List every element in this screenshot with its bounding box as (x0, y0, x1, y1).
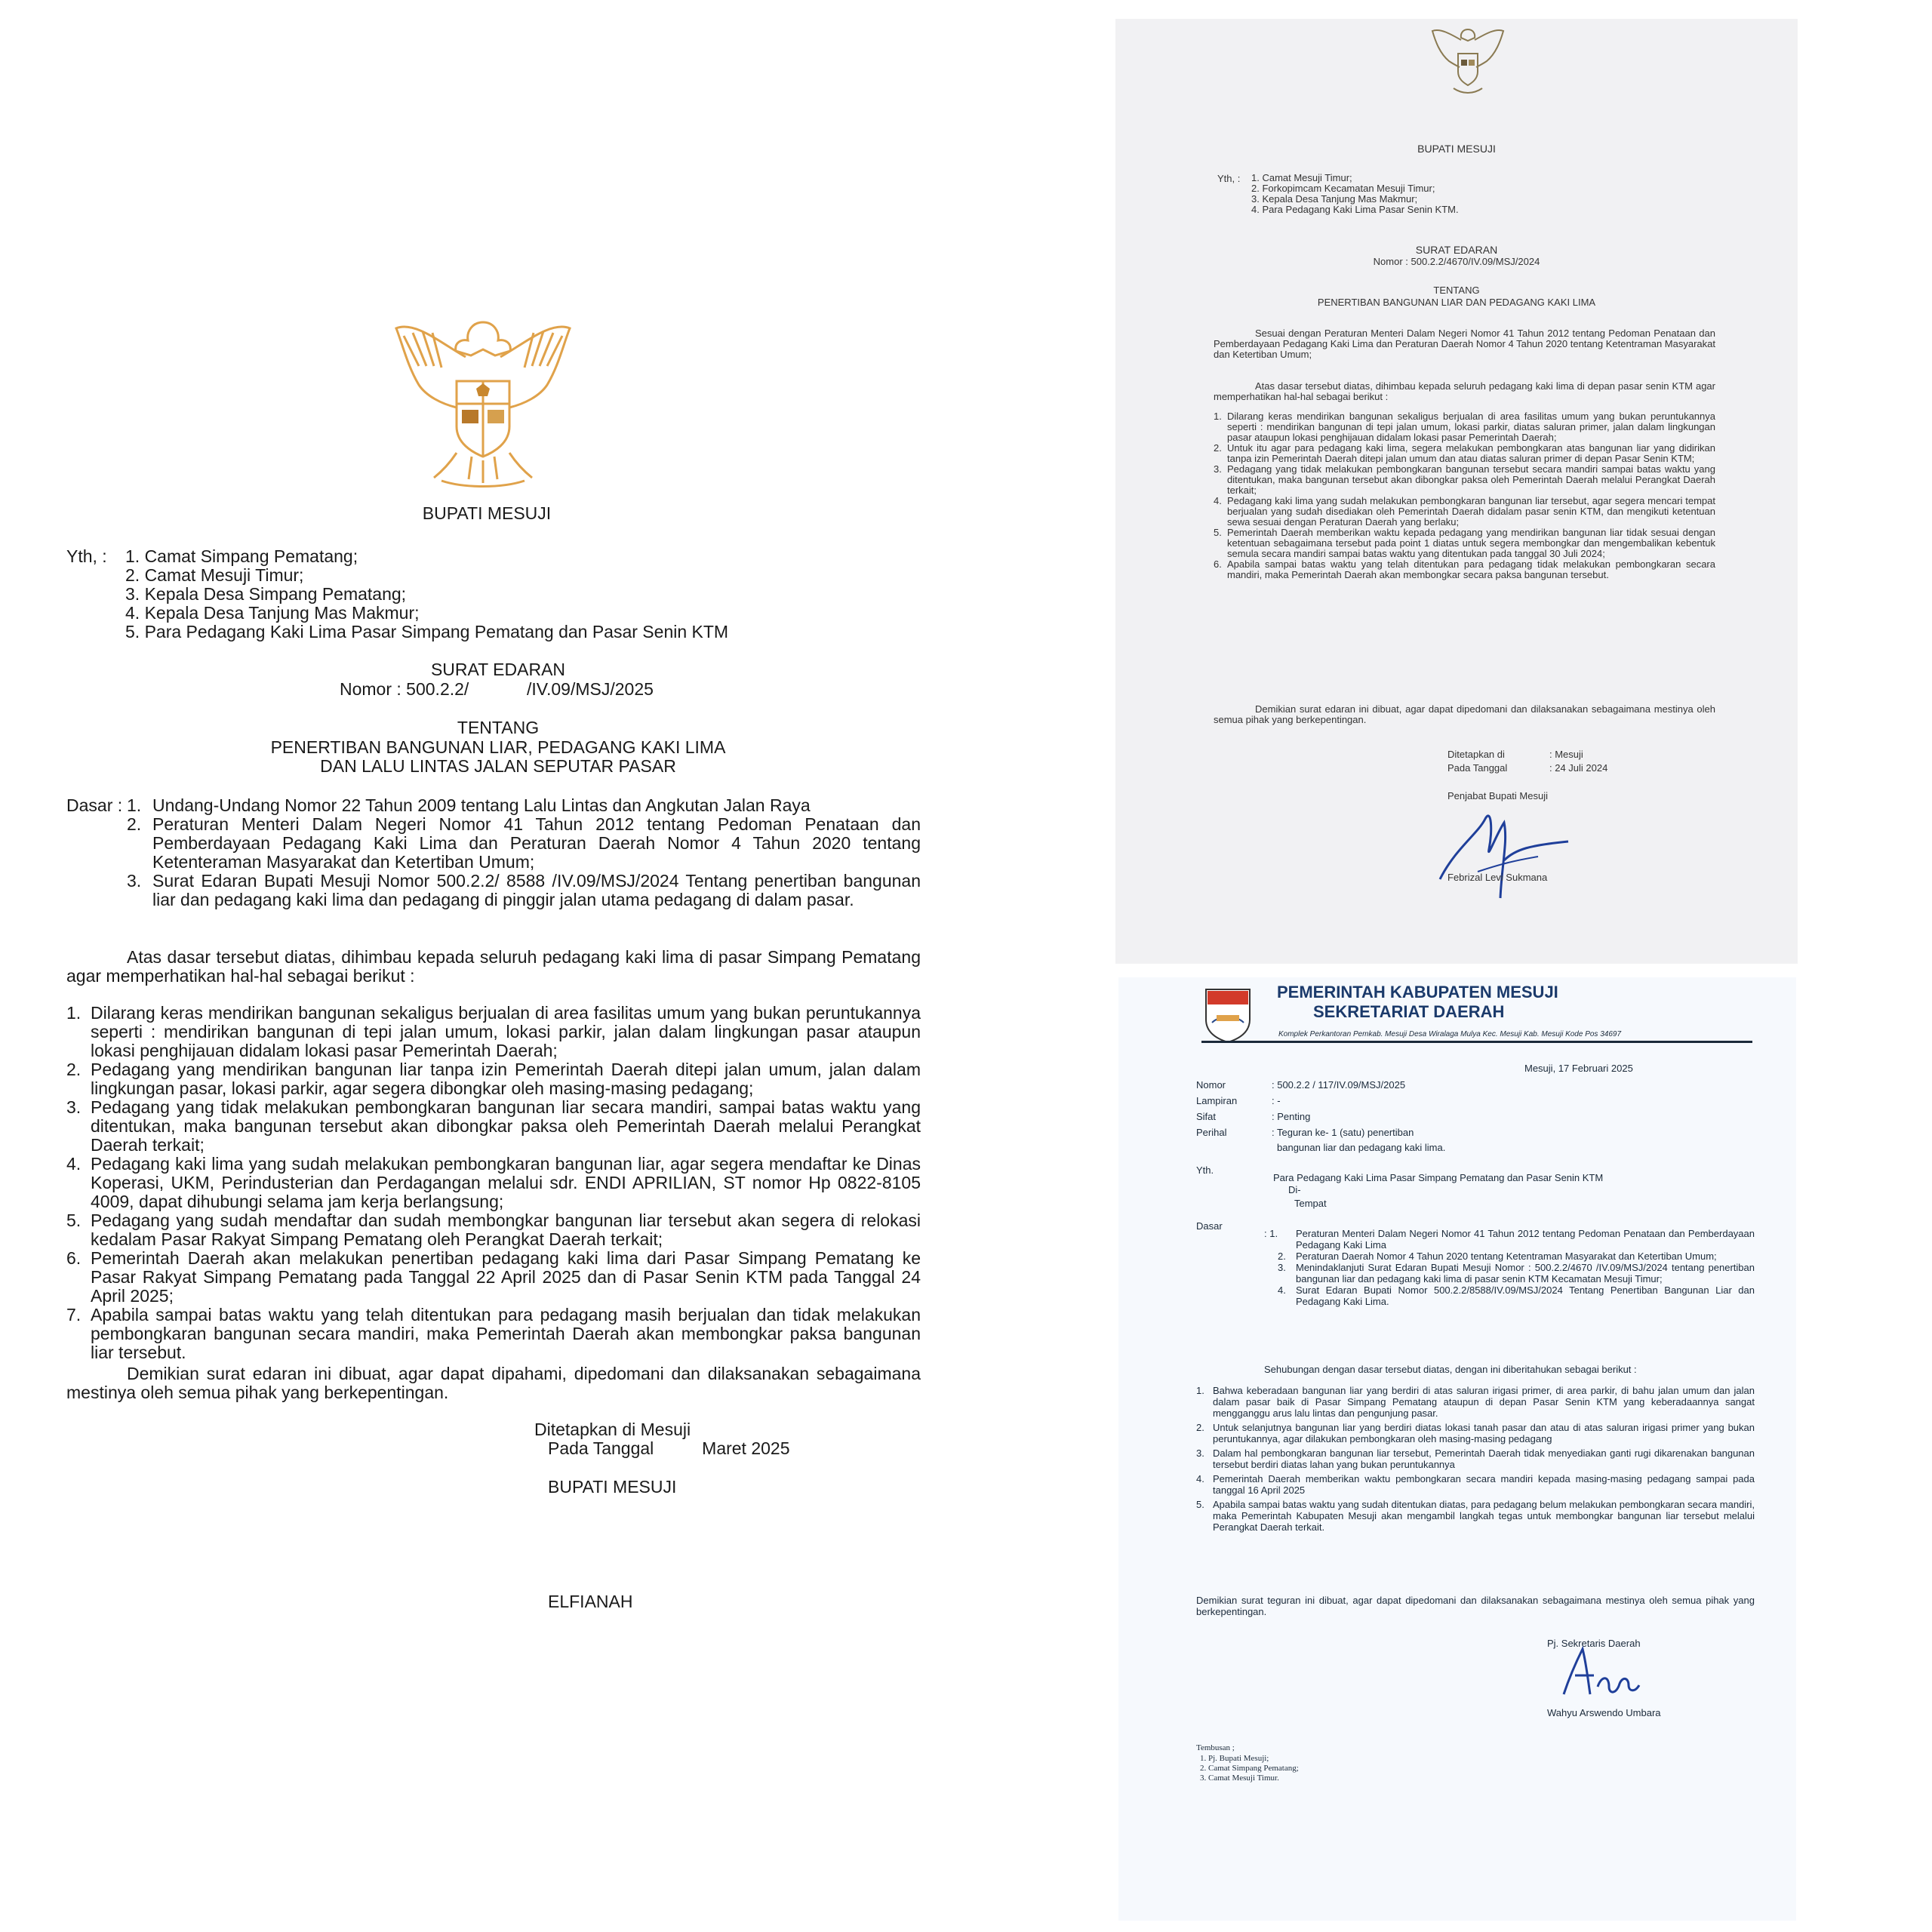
dasar-item: 2. Peraturan Daerah Nomor 4 Tahun 2020 tentang Ketentraman Masyarakat dan Ketertiban Umum; (1278, 1251, 1717, 1262)
point-item: 4. Pedagang kaki lima yang sudah melakukan pembongkaran bangunan liar, agar segera mendaftar ke Dinas Koperasi, UKM, Perindusterian dan Perdagangan melalui sdr. ENDI APRILIAN, ST nomor Hp 0822-8105 4009, dapat dihubungi selama jam kerja berlangsung; (66, 1154, 921, 1211)
meta-row: Nomor : 500.2.2 / 117/IV.09/MSJ/2025 (1196, 1079, 1406, 1091)
point-item: 1. Dilarang keras mendirikan bangunan sekaligus berjualan di area fasilitas umum yang bukan peruntukannya seperti : mendirikan bangunan di tepi jalan umum, lokasi parkir, jalan dalam lingkungan pasar ataupun lokasi penghijauan didalam lokasi pasar Pemerintah Daerah; (66, 1003, 921, 1060)
point-item: 5. Pedagang yang sudah mendaftar dan sudah membongkar bangunan liar tersebut akan segera di relokasi kedalam Pasar Rakyat Simpang Pematang oleh Perangkat Daerah terkait; (66, 1211, 921, 1249)
dasar-item: : 1. Peraturan Menteri Dalam Negeri Nomor 41 Tahun 2012 tentang Pedoman Penataan dan Pemberdayaan Pedagang Kaki Lima (1264, 1228, 1755, 1251)
recipient-item: 5. Para Pedagang Kaki Lima Pasar Simpang Pematang dan Pasar Senin KTM (125, 622, 729, 641)
tentang-label: TENTANG (457, 718, 540, 737)
regency-logo (1201, 985, 1254, 1044)
surat-teguran-2025 (1118, 977, 1796, 1921)
recipient-item: 4. Kepala Desa Tanjung Mas Makmur; (125, 603, 420, 623)
dasar-item: 2. Peraturan Menteri Dalam Negeri Nomor 41 Tahun 2012 tentang Pedoman Penataan dan Pemberdayaan Pedagang Kaki Lima dan Peraturan Daerah Nomor 4 Tahun 2020 tentang Ketenteraman Masyarakat dan Ketertiban Umum; (127, 814, 921, 872)
points-list (66, 1004, 921, 1362)
recipient-item: 1. Camat Simpang Pematang; (125, 546, 358, 566)
recipient-item: 2. Camat Mesuji Timur; (125, 565, 304, 585)
point-item: 1. Bahwa keberadaan bangunan liar yang berdiri di atas saluran irigasi primer, di area parkir, di bahu jalan umum dan jalan dalam pasar baik di Pasar Simpang Pematang ataupun di depan Pasar Senin KTM yang keberadaannya sangat mengganggu arus lalu lintas dan pengunjung pasar. (1196, 1385, 1755, 1419)
yth-label: Yth, : (66, 546, 107, 566)
recipient-item: 1. Camat Mesuji Timur; (1251, 172, 1352, 183)
tembusan-item: 2. Camat Simpang Pematang; (1200, 1764, 1299, 1773)
recipient-item: 3. Kepala Desa Tanjung Mas Makmur; (1251, 193, 1418, 205)
ditetapkan-label: Ditetapkan di (1447, 749, 1505, 760)
recipient-list (125, 547, 728, 641)
dasar-item: 3. Surat Edaran Bupati Mesuji Nomor 500.2.2/ 8588 /IV.09/MSJ/2024 Tentang penertiban bangunan liar dan pedagang kaki lima dan pedagang di pinggir jalan utama pedagang di dalam pasar. (127, 871, 921, 909)
meta-block (1196, 1077, 1414, 1140)
point-item: 2. Pedagang yang mendirikan bangunan liar tanpa izin Pemerintah Daerah ditepi jalan umum, jalan dalam lingkungan pasar, lokasi parkir, agar segera dibongkar oleh masing-masing pedagang; (66, 1060, 921, 1098)
tanggal-value: : 24 Juli 2024 (1549, 762, 1608, 774)
dasar-list (1264, 1228, 1755, 1307)
tembusan-item: 1. Pj. Bupati Mesuji; (1200, 1754, 1269, 1763)
point-item: 1. Dilarang keras mendirikan bangunan sekaligus berjualan di area fasilitas umum yang bukan peruntukannya seperti : mendirikan bangunan di tepi jalan umum, lokasi parkir, diatas saluran primer, jalan dalam lingkungan pasar ataupun lokasi penghijauan didalam lokasi pasar Pemerintah Daerah; (1214, 411, 1715, 443)
points-list (1196, 1385, 1755, 1536)
point-item: 2. Untuk selanjutnya bangunan liar yang berdiri diatas lokasi tanah pasar dan atau di atas saluran irigasi primer yang bukan peruntukannya, agar dilakukan pembongkaran oleh masing-masing pedagang (1196, 1422, 1755, 1444)
letterhead-rule (1201, 1041, 1752, 1043)
office-name: SEKRETARIAT DAERAH (1313, 1002, 1505, 1021)
subject-line: PENERTIBAN BANGUNAN LIAR, PEDAGANG KAKI LIMA (270, 737, 726, 757)
closing-paragraph: Demikian surat edaran ini dibuat, agar dapat dipahami, dipedomani dan dilaksanakan sebagaimana mestinya oleh semua pihak yang berkepentingan. (66, 1364, 921, 1402)
point-item: 3. Pedagang yang tidak melakukan pembongkaran bangunan liar secara mandiri, sampai batas waktu yang ditentukan, maka bangunan tersebut akan dibongkar paksa oleh Pemerintah Daerah melalui Perangkat Daerah terkait; (66, 1097, 921, 1155)
signer-title: BUPATI MESUJI (548, 1477, 677, 1497)
subject-line: DAN LALU LINTAS JALAN SEPUTAR PASAR (320, 756, 676, 776)
ditetapkan-line: Ditetapkan di Mesuji (534, 1420, 691, 1439)
dasar-item: 1. Undang-Undang Nomor 22 Tahun 2009 tentang Lalu Lintas dan Angkutan Jalan Raya (127, 795, 811, 815)
point-item: 7. Apabila sampai batas waktu yang telah ditentukan para pedagang masih berjualan dan tidak melakukan pembongkaran bangunan secara mandiri, maka Pemerintah Daerah akan membongkar paksa bangunan liar tersebut. (66, 1305, 921, 1362)
addressee-line: Tempat (1294, 1198, 1327, 1209)
recipient-item: 3. Kepala Desa Simpang Pematang; (125, 584, 407, 604)
signer-title: Penjabat Bupati Mesuji (1447, 790, 1548, 801)
dasar-list (127, 796, 921, 909)
letterhead-title: BUPATI MESUJI (1417, 143, 1496, 155)
perihal-continuation: bangunan liar dan pedagang kaki lima. (1277, 1142, 1446, 1153)
garuda-emblem (381, 313, 585, 494)
subject-line: PENERTIBAN BANGUNAN LIAR DAN PEDAGANG KAKI LIMA (1317, 297, 1596, 308)
tembusan-item: 3. Camat Mesuji Timur. (1200, 1774, 1279, 1783)
intro-paragraph: Atas dasar tersebut diatas, dihimbau kepada seluruh pedagang kaki lima di depan pasar senin KTM agar memperhatikan hal-hal sebagai berikut : (1214, 380, 1715, 402)
document-type: SURAT EDARAN (1415, 244, 1498, 256)
point-item: 6. Apabila sampai batas waktu yang telah ditentukan para pedagang tidak melakukan pembongkaran secara mandiri, maka Pemerintah Daerah akan membongkar secara paksa bangunan tersebut. (1214, 558, 1715, 580)
garuda-emblem (1426, 25, 1509, 108)
addressee-line: Para Pedagang Kaki Lima Pasar Simpang Pematang dan Pasar Senin KTM (1273, 1172, 1604, 1183)
intro-paragraph: Sehubungan dengan dasar tersebut diatas, dengan ini diberitahukan sebagai berikut : (1264, 1364, 1637, 1375)
dasar-item: 3. Menindaklanjuti Surat Edaran Bupati Mesuji Nomor : 500.2.2/4670 /IV.09/MSJ/2024 tentang penertiban bangunan liar dan pedagang kaki lima di pasar senin KTM Kecamatan Mesuji Timur; (1278, 1262, 1755, 1284)
tanggal-line: Pada Tanggal Maret 2025 (548, 1438, 790, 1458)
point-item: 6. Pemerintah Daerah akan melakukan penertiban pedagang kaki lima dari Pasar Simpang Pematang ke Pasar Rakyat Simpang Pematang pada Tanggal 22 April 2025 dan di Pasar Senin KTM pada Tanggal 24 April 2025; (66, 1248, 921, 1306)
document-number: Nomor : 500.2.2/4670/IV.09/MSJ/2024 (1373, 256, 1540, 267)
letter-date: Mesuji, 17 Februari 2025 (1524, 1063, 1633, 1074)
meta-row: Perihal : Teguran ke- 1 (satu) penertiban (1196, 1127, 1414, 1138)
document-number: Nomor : 500.2.2/ /IV.09/MSJ/2025 (340, 679, 654, 699)
intro-paragraph: Atas dasar tersebut diatas, dihimbau kepada seluruh pedagang kaki lima di pasar Simpang Pematang agar memperhatikan hal-hal sebagai berikut : (66, 947, 921, 986)
tembusan-label: Tembusan ; (1196, 1743, 1235, 1752)
tembusan-list (1200, 1754, 1299, 1783)
point-item: 5. Apabila sampai batas waktu yang sudah ditentukan diatas, para pedagang belum melakukan pembongkaran secara mandiri, maka Pemerintah Kabupaten Mesuji akan mengambil langkah tegas untuk membongkar bangunan liar tersebut melalui Perangkat Daerah terkait. (1196, 1499, 1755, 1533)
signer-name: Febrizal Levi Sukmana (1447, 872, 1548, 883)
dasar-item: 4. Surat Edaran Bupati Nomor 500.2.2/8588/IV.09/MSJ/2024 Tentang Penertiban Bangunan Liar dan Pedagang Kaki Lima. (1278, 1284, 1755, 1307)
point-item: 4. Pedagang kaki lima yang sudah melakukan pembongkaran bangunan liar tersebut, agar segera mencari tempat berjualan yang sudah disediakan oleh Pemerintah Daerah didalam pasar senin KTM, dan mengikuti ketentuan sewa sesuai dengan Peraturan Daerah yang berlaku; (1214, 495, 1715, 528)
dasar-label: Dasar : (66, 795, 123, 815)
points-list (1214, 411, 1715, 580)
point-item: 2. Untuk itu agar para pedagang kaki lima, segera melakukan pembongkaran atas bangunan liar yang didirikan tanpa izin Pemerintah Daerah ditepi jalan umum dan atau diatas saluran primer di depan Pasar Senin KTM; (1214, 442, 1715, 464)
recipient-item: 4. Para Pedagang Kaki Lima Pasar Senin KTM. (1251, 204, 1459, 215)
tanggal-label: Pada Tanggal (1447, 762, 1508, 774)
meta-row: Lampiran : - (1196, 1095, 1281, 1106)
surat-edaran-2024 (1115, 19, 1798, 964)
point-item: 5. Pemerintah Daerah memberikan waktu kepada pedagang yang mendirikan bangunan liar tidak sesuai dengan ketentuan sebagaimana tersebut pada point 1 diatas untuk segera membongkar dan mengembalikan kebentuk semula secara mandiri sampai batas waktu yang ditentukan pada tanggal 30 Juli 2024; (1214, 527, 1715, 559)
signature-image (1432, 789, 1583, 902)
yth-label: Yth, : (1217, 173, 1241, 184)
tentang-label: TENTANG (1433, 285, 1480, 296)
office-address: Komplek Perkantoran Pemkab. Mesuji Desa Wiralaga Mulya Kec. Mesuji Kab. Mesuji Kode Pos 34697 (1278, 1030, 1622, 1038)
addressee-line: Di- (1288, 1184, 1301, 1195)
closing-paragraph: Demikian surat edaran ini dibuat, agar dapat dipedomani dan dilaksanakan sebagaimana mestinya oleh semua pihak yang berkepentingan. (1214, 703, 1715, 725)
recipient-item: 2. Forkopimcam Kecamatan Mesuji Timur; (1251, 183, 1435, 194)
signer-name: ELFIANAH (548, 1592, 633, 1611)
point-item: 4. Pemerintah Daerah memberikan waktu pembongkaran secara mandiri kepada masing-masing pedagang sampai pada tanggal 16 April 2025 (1196, 1473, 1755, 1496)
recipient-list (1251, 173, 1459, 215)
document-type: SURAT EDARAN (430, 660, 566, 679)
gov-name: PEMERINTAH KABUPATEN MESUJI (1277, 983, 1558, 1001)
preamble-paragraph: Sesuai dengan Peraturan Menteri Dalam Negeri Nomor 41 Tahun 2012 tentang Pedoman Penataan dan Pemberdayaan Pedagang Kaki Lima dan Peraturan Daerah Nomor 4 Tahun 2020 tentang Ketentraman Masyarakat dan Ketertiban Umum; (1214, 328, 1715, 360)
yth-label: Yth. (1196, 1164, 1214, 1176)
signer-name: Wahyu Arswendo Umbara (1547, 1707, 1661, 1718)
point-item: 3. Pedagang yang tidak melakukan pembongkaran bangunan tersebut secara mandiri sampai batas waktu yang ditentukan, maka bangunan tersebut akan dibongkar paksa oleh Pemerintah Daerah melalui Perangkat Daerah terkait; (1214, 463, 1715, 496)
signer-title: Pj. Sekretaris Daerah (1547, 1638, 1641, 1649)
closing-paragraph: Demikian surat teguran ini dibuat, agar dapat dipedomani dan dilaksanakan sebagaimana mestinya oleh semua pihak yang berkepentingan. (1196, 1595, 1755, 1617)
signature-image (1556, 1641, 1654, 1709)
point-item: 3. Dalam hal pembongkaran bangunan liar tersebut, Pemerintah Daerah tidak menyediakan ganti rugi dikarenakan bangunan tersebut berdiri diatas lahan yang bukan peruntukannya (1196, 1447, 1755, 1470)
letterhead-title: BUPATI MESUJI (422, 503, 552, 523)
ditetapkan-value: : Mesuji (1549, 749, 1583, 760)
meta-row: Sifat : Penting (1196, 1111, 1311, 1122)
dasar-label: Dasar (1196, 1220, 1223, 1232)
